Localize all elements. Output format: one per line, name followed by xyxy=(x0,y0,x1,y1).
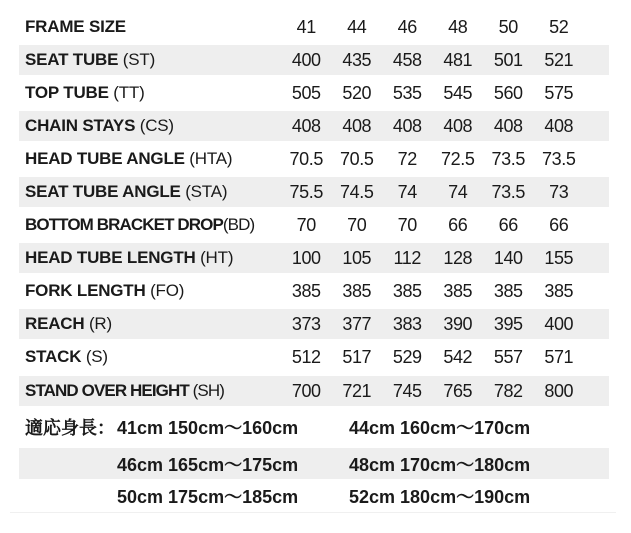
value-cell: 377 xyxy=(342,313,372,334)
value-cell: 70 xyxy=(347,214,367,235)
row-label xyxy=(19,182,281,202)
value-cell: 557 xyxy=(493,346,523,367)
table-row xyxy=(19,45,609,75)
size-cell: 46 xyxy=(397,16,417,37)
value-cell: 72.5 xyxy=(441,148,475,169)
fit-size-range: 52cm 180cm〜190cm xyxy=(349,486,531,507)
value-cell: 140 xyxy=(493,247,523,268)
row-name: BOTTOM BRACKET DROP xyxy=(25,215,223,234)
row-abbr: (TT) xyxy=(108,83,145,102)
row-label xyxy=(19,248,281,268)
value-cell: 721 xyxy=(342,380,372,401)
row-name: HEAD TUBE ANGLE xyxy=(25,149,185,168)
value-cell: 72 xyxy=(397,148,417,169)
value-cell: 521 xyxy=(544,49,574,70)
row-label xyxy=(19,83,281,103)
fit-height-label: 適応身長： xyxy=(25,417,115,438)
divider xyxy=(10,512,616,513)
header-row xyxy=(19,12,609,42)
table-row xyxy=(19,78,609,108)
value-cell: 400 xyxy=(544,313,574,334)
row-abbr: (HTA) xyxy=(184,149,233,168)
row-label xyxy=(19,381,281,401)
value-cell: 70.5 xyxy=(289,148,323,169)
value-cell: 66 xyxy=(498,214,518,235)
value-cell: 70 xyxy=(397,214,417,235)
fit-row xyxy=(19,480,609,511)
value-cell: 408 xyxy=(392,115,422,136)
value-cell: 74.5 xyxy=(340,181,374,202)
value-cell: 505 xyxy=(291,82,321,103)
value-cell: 517 xyxy=(342,346,372,367)
row-label xyxy=(19,347,281,367)
row-name: TOP TUBE xyxy=(25,83,109,102)
value-cell: 545 xyxy=(443,82,473,103)
value-cell: 408 xyxy=(443,115,473,136)
table-row xyxy=(19,177,609,207)
row-abbr: (ST) xyxy=(118,50,156,69)
value-cell: 155 xyxy=(544,247,574,268)
value-cell: 501 xyxy=(493,49,523,70)
row-label xyxy=(19,215,281,235)
value-cell: 542 xyxy=(443,346,473,367)
value-cell: 408 xyxy=(342,115,372,136)
value-cell: 571 xyxy=(544,346,574,367)
row-abbr: (R) xyxy=(84,314,112,333)
value-cell: 765 xyxy=(443,380,473,401)
frame-size-label: FRAME SIZE xyxy=(25,17,126,36)
row-label xyxy=(19,281,281,301)
table-row xyxy=(19,243,609,273)
row-label xyxy=(19,314,281,334)
value-cell: 745 xyxy=(392,380,422,401)
value-cell: 383 xyxy=(392,313,422,334)
row-label xyxy=(19,116,281,136)
value-cell: 385 xyxy=(493,280,523,301)
row-abbr: (FO) xyxy=(145,281,185,300)
value-cell: 66 xyxy=(549,214,569,235)
value-cell: 800 xyxy=(544,380,574,401)
value-cell: 385 xyxy=(544,280,574,301)
value-cell: 700 xyxy=(291,380,321,401)
table-row xyxy=(19,210,609,240)
value-cell: 74 xyxy=(448,181,468,202)
value-cell: 535 xyxy=(392,82,422,103)
value-cell: 100 xyxy=(291,247,321,268)
size-cell: 48 xyxy=(448,16,468,37)
row-abbr: (CS) xyxy=(135,116,174,135)
fit-size-range: 44cm 160cm〜170cm xyxy=(349,417,531,438)
value-cell: 73 xyxy=(549,181,569,202)
value-cell: 575 xyxy=(544,82,574,103)
value-cell: 408 xyxy=(291,115,321,136)
fit-size-range: 50cm 175cm〜185cm xyxy=(117,486,299,507)
value-cell: 400 xyxy=(291,49,321,70)
fit-size-range: 41cm 150cm〜160cm xyxy=(117,417,299,438)
value-cell: 73.5 xyxy=(542,148,576,169)
row-name: CHAIN STAYS xyxy=(25,116,136,135)
value-cell: 385 xyxy=(443,280,473,301)
value-cell: 73.5 xyxy=(491,181,525,202)
table-row xyxy=(19,309,609,339)
row-label xyxy=(19,149,281,169)
table-row xyxy=(19,342,609,372)
value-cell: 782 xyxy=(493,380,523,401)
row-abbr: (S) xyxy=(81,347,108,366)
value-cell: 408 xyxy=(544,115,574,136)
row-abbr: (SH) xyxy=(188,381,225,400)
value-cell: 73.5 xyxy=(491,148,525,169)
value-cell: 458 xyxy=(392,49,422,70)
value-cell: 435 xyxy=(342,49,372,70)
row-abbr: (STA) xyxy=(180,182,228,201)
value-cell: 112 xyxy=(393,247,421,268)
table-row xyxy=(19,111,609,141)
value-cell: 481 xyxy=(443,49,473,70)
row-name: FORK LENGTH xyxy=(25,281,146,300)
row-name: REACH xyxy=(25,314,85,333)
row-name: HEAD TUBE LENGTH xyxy=(25,248,196,267)
value-cell: 529 xyxy=(392,346,422,367)
row-name: STACK xyxy=(25,347,82,366)
row-abbr: (HT) xyxy=(195,248,234,267)
value-cell: 520 xyxy=(342,82,372,103)
size-cell: 44 xyxy=(347,16,367,37)
value-cell: 70 xyxy=(296,214,316,235)
row-name: SEAT TUBE xyxy=(25,50,119,69)
value-cell: 512 xyxy=(291,346,321,367)
table-row xyxy=(19,144,609,174)
row-abbr: (BD) xyxy=(222,215,255,234)
value-cell: 385 xyxy=(392,280,422,301)
value-cell: 74 xyxy=(397,181,417,202)
fit-row xyxy=(19,448,609,479)
value-cell: 395 xyxy=(493,313,523,334)
value-cell: 373 xyxy=(291,313,321,334)
value-cell: 75.5 xyxy=(289,181,323,202)
fit-size-range: 48cm 170cm〜180cm xyxy=(349,454,531,475)
size-cell: 41 xyxy=(296,16,316,37)
size-cell: 52 xyxy=(549,16,569,37)
value-cell: 70.5 xyxy=(340,148,374,169)
value-cell: 385 xyxy=(291,280,321,301)
value-cell: 560 xyxy=(493,82,523,103)
value-cell: 105 xyxy=(342,247,372,268)
header-label xyxy=(19,17,281,37)
value-cell: 128 xyxy=(443,247,473,268)
value-cell: 390 xyxy=(443,313,473,334)
size-columns xyxy=(281,17,584,38)
value-cell: 408 xyxy=(493,115,523,136)
row-label xyxy=(19,50,281,70)
value-cell: 385 xyxy=(342,280,372,301)
size-cell: 50 xyxy=(498,16,518,37)
fit-row xyxy=(19,411,609,442)
fit-size-range: 46cm 165cm〜175cm xyxy=(117,454,299,475)
table-row xyxy=(19,376,609,406)
value-cell: 66 xyxy=(448,214,468,235)
row-name: STAND OVER HEIGHT xyxy=(25,381,189,400)
row-name: SEAT TUBE ANGLE xyxy=(25,182,181,201)
table-row xyxy=(19,276,609,306)
